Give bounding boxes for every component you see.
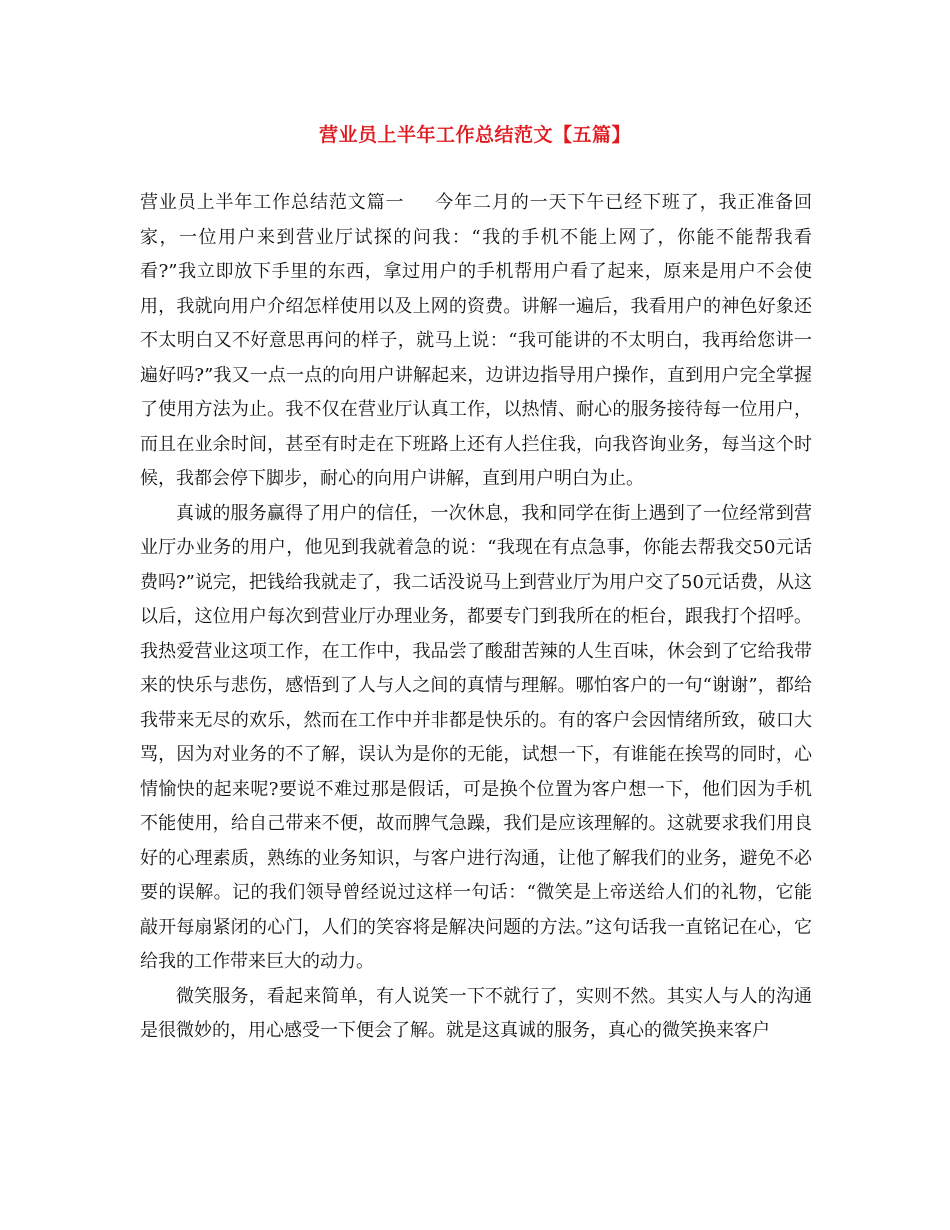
paragraph-1: [140, 186, 812, 497]
section-heading: 营业员上半年工作总结范文篇一: [140, 192, 405, 213]
paragraph-2: 真诚的服务赢得了用户的信任，一次休息，我和同学在街上遇到了一位经常到营业厅办业务的用户，他见到我就着急的说：“我现在有点急事，你能去帮我交50元话费吗?”说完，把钱给我就走了，我二话没说马上到营业厅为用户交了50元话费，从这以后，这位用户每次到营业厅办理业务，都要专门到我所在的柜台，跟我打个招呼。我热爱营业这项工作，在工作中，我品尝了酸甜苦辣的人生百味，休会到了它给我带来的快乐与悲伤，感悟到了人与人之间的真情与理解。哪怕客户的一句“谢谢”，都给我带来无尽的欢乐，然而在工作中并非都是快乐的。有的客户会因情绪所致，破口大骂，因为对业务的不了解，误认为是你的无能，试想一下，有谁能在挨骂的同时，心情愉快的起来呢?要说不难过那是假话，可是换个位置为客户想一下，他们因为手机不能使用，给自己带来不便，故而脾气急躁，我们是应该理解的。这就要求我们用良好的心理素质，熟练的业务知识，与客户进行沟通，让他了解我们的业务，避免不必要的误解。记的我们领导曾经说过这样一句话：“微笑是上帝送给人们的礼物，它能敲开每扇紧闭的心门，人们的笑容将是解决问题的方法。”这句话我一直铭记在心，它给我的工作带来巨大的动力。: [140, 502, 812, 972]
paragraph-3: 微笑服务，看起来简单，有人说笑一下不就行了，实则不然。其实人与人的沟通是很微妙的，用心感受一下便会了解。就是这真诚的服务，真心的微笑换来客户: [140, 985, 812, 1041]
document-title: 营业员上半年工作总结范文【五篇】: [318, 124, 631, 146]
document-body: [140, 186, 812, 1049]
paragraph-1-text: 今年二月的一天下午已经下班了，我正准备回家，一位用户来到营业厅试探的问我：“我的手机不能上网了，你能不能帮我看看?”我立即放下手里的东西，拿过用户的手机帮用户看了起来，原来是用户不会使用，我就向用户介绍怎样使用以及上网的资费。讲解一遍后，我看用户的神色好象还不太明白又不好意思再问的样子，就马上说：“我可能讲的不太明白，我再给您讲一遍好吗?”我又一点一点的向用户讲解起来，边讲边指导用户操作，直到用户完全掌握了使用方法为止。我不仅在营业厅认真工作，以热情、耐心的服务接待每一位用户，而且在业余时间，甚至有时走在下班路上还有人拦住我，向我咨询业务，每当这个时候，我都会停下脚步，耐心的向用户讲解，直到用户明白为止。: [140, 192, 813, 489]
